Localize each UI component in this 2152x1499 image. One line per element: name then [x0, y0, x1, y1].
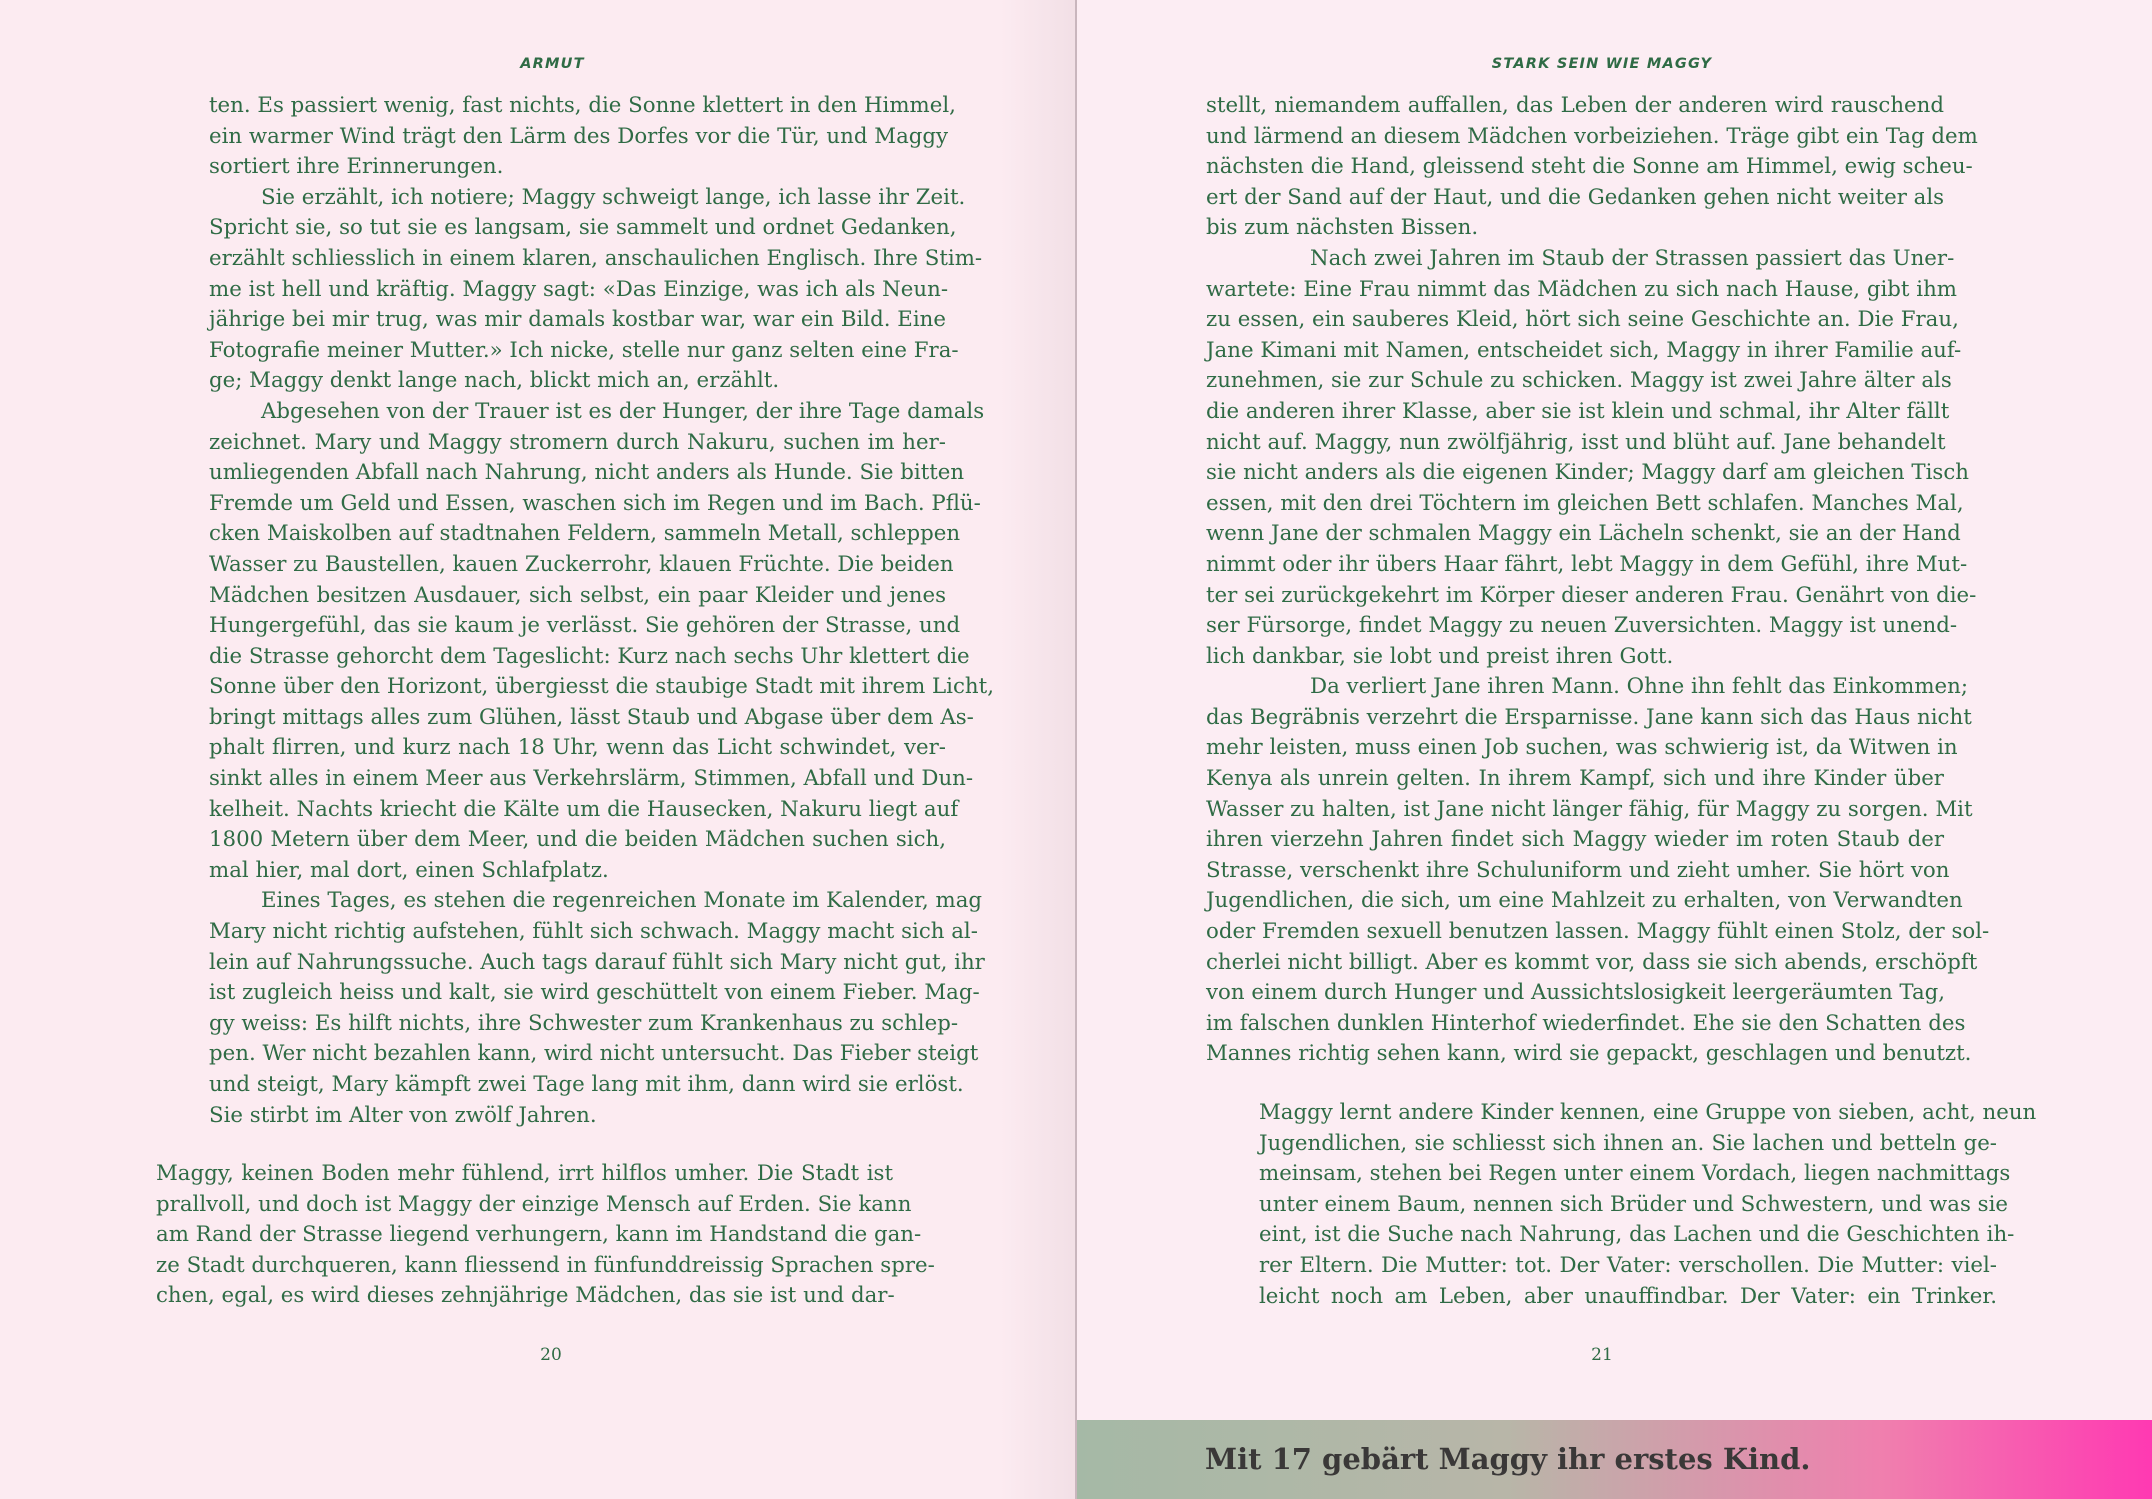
- text-line: die anderen ihrer Klasse, aber sie ist klein und schmal, ihr Alter fällt: [1206, 398, 1950, 424]
- text-line: Wasser zu Baustellen, kauen Zuckerrohr, klauen Früchte. Die beiden: [209, 551, 954, 577]
- banner-caption: Mit 17 gebärt Maggy ihr erstes Kind.: [1205, 1442, 1811, 1476]
- text-line: ge; Maggy denkt lange nach, blickt mich an, erzählt.: [209, 368, 780, 394]
- running-head-left: ARMUT: [520, 56, 585, 72]
- text-line: das Begräbnis verzehrt die Ersparnisse. Jane kann sich das Haus nicht: [1206, 704, 1972, 730]
- left-body-text: [209, 91, 994, 1131]
- text-line: Eines Tages, es stehen die regenreichen Monate im Kalender, mag: [261, 888, 983, 914]
- text-line: lich dankbar, sie lobt und preist ihren Gott.: [1206, 643, 1674, 669]
- text-line: Spricht sie, so tut sie es langsam, sie sammelt und ordnet Gedanken,: [209, 215, 957, 241]
- text-line: eint, ist die Suche nach Nahrung, das Lachen und die Geschichten ih-: [1259, 1222, 2015, 1248]
- text-line: cken Maiskolben auf stadtnahen Feldern, sammeln Metall, schleppen: [209, 521, 961, 547]
- text-line: Mädchen besitzen Ausdauer, sich selbst, ein paar Kleider und jenes: [209, 582, 946, 608]
- text-line: jährige bei mir trug, was mir damals kostbar war, war ein Bild. Eine: [209, 307, 946, 333]
- text-line: Wasser zu halten, ist Jane nicht länger fähig, für Maggy zu sorgen. Mit: [1206, 796, 1973, 822]
- text-line: von einem durch Hunger und Aussichtslosigkeit leergeräumten Tag,: [1206, 980, 1946, 1006]
- text-line: zeichnet. Mary und Maggy stromern durch Nakuru, suchen im her-: [209, 429, 946, 455]
- text-line: ein warmer Wind trägt den Lärm des Dorfes vor die Tür, und Maggy: [209, 123, 949, 149]
- text-line: cherlei nicht billigt. Aber es kommt vor, dass sie sich abends, erschöpft: [1206, 949, 1978, 975]
- text-line: und lärmend an diesem Mädchen vorbeiziehen. Träge gibt ein Tag dem: [1206, 123, 1978, 149]
- text-line: sinkt alles in einem Meer aus Verkehrslärm, Stimmen, Abfall und Dun-: [209, 766, 974, 792]
- text-line: leicht noch am Leben, aber unauffindbar. Der Vater: ein Trinker.: [1259, 1283, 1997, 1309]
- text-line: pen. Wer nicht bezahlen kann, wird nicht untersucht. Das Fieber steigt: [209, 1041, 979, 1067]
- text-line: Mary nicht richtig aufstehen, fühlt sich schwach. Maggy macht sich al-: [209, 919, 978, 945]
- text-line: sortiert ihre Erinnerungen.: [209, 154, 504, 180]
- text-line: Sie stirbt im Alter von zwölf Jahren.: [209, 1102, 597, 1128]
- text-line: sie nicht anders als die eigenen Kinder; Maggy darf am gleichen Tisch: [1206, 460, 1969, 486]
- page-number-left: 20: [540, 1345, 562, 1365]
- text-line: wenn Jane der schmalen Maggy ein Lächeln schenkt, sie an der Hand: [1206, 521, 1961, 547]
- text-line: Maggy, keinen Boden mehr fühlend, irrt hilflos umher. Die Stadt ist: [156, 1161, 893, 1186]
- text-line: lein auf Nahrungssuche. Auch tags darauf fühlt sich Mary nicht gut, ihr: [209, 949, 985, 975]
- text-line: ihren vierzehn Jahren findet sich Maggy wieder im roten Staub der: [1206, 827, 1944, 853]
- text-line: nächsten die Hand, gleissend steht die Sonne am Himmel, ewig scheu-: [1206, 154, 1973, 180]
- text-line: zunehmen, sie zur Schule zu schicken. Maggy ist zwei Jahre älter als: [1206, 368, 1952, 394]
- gutter-shadow-left: [1000, 0, 1075, 1499]
- text-line: Kenya als unrein gelten. In ihrem Kampf, sich und ihre Kinder über: [1206, 766, 1944, 792]
- text-line: die Strasse gehorcht dem Tageslicht: Kurz nach sechs Uhr klettert die: [209, 643, 970, 669]
- text-line: nimmt oder ihr übers Haar fährt, lebt Maggy in dem Gefühl, ihre Mut-: [1206, 551, 1968, 577]
- highlight-banner: [1077, 1420, 2152, 1499]
- text-line: Jugendlichen, sie schliesst sich ihnen an. Sie lachen und betteln ge-: [1259, 1130, 1997, 1156]
- text-line: ten. Es passiert wenig, fast nichts, die Sonne klettert in den Himmel,: [209, 93, 956, 118]
- running-head-right: STARK SEIN WIE MAGGY: [1491, 56, 1713, 72]
- text-line: rer Eltern. Die Mutter: tot. Der Vater: verschollen. Die Mutter: viel-: [1259, 1252, 1997, 1278]
- text-line: stellt, niemandem auffallen, das Leben der anderen wird rauschend: [1206, 93, 1944, 118]
- text-line: Fotografie meiner Mutter.» Ich nicke, stelle nur ganz selten eine Fra-: [209, 337, 959, 363]
- text-line: mal hier, mal dort, einen Schlafplatz.: [209, 857, 609, 883]
- text-line: kelheit. Nachts kriecht die Kälte um die Hausecken, Nakuru liegt auf: [209, 796, 959, 822]
- text-line: mehr leisten, muss einen Job suchen, was schwierig ist, da Witwen in: [1206, 735, 1958, 761]
- text-line: unter einem Baum, nennen sich Brüder und Schwestern, und was sie: [1259, 1191, 2008, 1217]
- text-line: und steigt, Mary kämpft zwei Tage lang mit ihm, dann wird sie erlöst.: [209, 1072, 964, 1097]
- text-line: im falschen dunklen Hinterhof wiederfindet. Ehe sie den Schatten des: [1206, 1010, 1966, 1036]
- text-line: gy weiss: Es hilft nichts, ihre Schwester zum Krankenhaus zu schlep-: [209, 1010, 959, 1036]
- text-line: ser Fürsorge, findet Maggy zu neuen Zuversichten. Maggy ist unend-: [1206, 613, 1958, 639]
- text-line: am Rand der Strasse liegend verhungern, kann im Handstand die gan-: [156, 1222, 922, 1248]
- text-line: Fremde um Geld und Essen, waschen sich im Regen und im Bach. Pflü-: [209, 490, 981, 516]
- text-line: Nach zwei Jahren im Staub der Strassen passiert das Uner-: [1310, 245, 1955, 271]
- text-line: Jane Kimani mit Namen, entscheidet sich, Maggy in ihrer Familie auf-: [1206, 337, 1962, 363]
- text-line: 1800 Metern über dem Meer, und die beiden Mädchen suchen sich,: [209, 827, 946, 853]
- text-line: meinsam, stehen bei Regen unter einem Vordach, liegen nachmittags: [1259, 1161, 2011, 1187]
- text-line: chen, egal, es wird dieses zehnjährige Mädchen, das sie ist und dar-: [156, 1283, 895, 1309]
- text-line: Sonne über den Horizont, übergiesst die staubige Stadt mit ihrem Licht,: [209, 674, 994, 700]
- text-line: ist zugleich heiss und kalt, sie wird geschüttelt von einem Fieber. Mag-: [209, 980, 980, 1006]
- text-line: ert der Sand auf der Haut, und die Gedanken gehen nicht weiter als: [1206, 184, 1945, 210]
- text-line: umliegenden Abfall nach Nahrung, nicht anders als Hunde. Sie bitten: [209, 460, 965, 486]
- left-body-text-continued: [156, 1159, 935, 1312]
- text-line: ze Stadt durchqueren, kann fliessend in fünfunddreissig Sprachen spre-: [156, 1252, 935, 1278]
- text-line: Mannes richtig sehen kann, wird sie gepackt, geschlagen und benutzt.: [1206, 1041, 1972, 1067]
- text-line: essen, mit den drei Töchtern im gleichen Bett schlafen. Manches Mal,: [1206, 490, 1964, 516]
- text-line: zu essen, ein sauberes Kleid, hört sich seine Geschichte an. Die Frau,: [1206, 307, 1959, 333]
- page-number-right: 21: [1591, 1345, 1613, 1365]
- text-line: nicht auf. Maggy, nun zwölfjährig, isst und blüht auf. Jane behandelt: [1206, 429, 1946, 455]
- text-line: erzählt schliesslich in einem klaren, anschaulichen Englisch. Ihre Stim-: [209, 245, 983, 271]
- text-line: Sie erzählt, ich notiere; Maggy schweigt lange, ich lasse ihr Zeit.: [261, 184, 966, 210]
- text-line: bringt mittags alles zum Glühen, lässt Staub und Abgase über dem As-: [209, 704, 974, 730]
- text-line: Jugendlichen, die sich, um eine Mahlzeit zu erhalten, von Verwandten: [1206, 888, 1963, 914]
- right-body-text: [1206, 91, 1990, 1070]
- text-line: bis zum nächsten Bissen.: [1206, 215, 1479, 241]
- text-line: wartete: Eine Frau nimmt das Mädchen zu sich nach Hause, gibt ihm: [1206, 276, 1957, 302]
- text-line: ter sei zurückgekehrt im Körper dieser anderen Frau. Genährt von die-: [1206, 582, 1977, 608]
- text-line: prallvoll, und doch ist Maggy der einzige Mensch auf Erden. Sie kann: [156, 1191, 912, 1217]
- text-line: me ist hell und kräftig. Maggy sagt: «Das Einzige, was ich als Neun-: [209, 276, 949, 302]
- text-line: Maggy lernt andere Kinder kennen, eine Gruppe von sieben, acht, neun: [1259, 1100, 2037, 1125]
- text-line: Abgesehen von der Trauer ist es der Hunger, der ihre Tage damals: [261, 398, 985, 424]
- text-line: Hungergefühl, das sie kaum je verlässt. Sie gehören der Strasse, und: [209, 613, 961, 639]
- text-line: phalt flirren, und kurz nach 18 Uhr, wenn das Licht schwindet, ver-: [209, 735, 946, 761]
- text-line: Da verliert Jane ihren Mann. Ohne ihn fehlt das Einkommen;: [1310, 674, 1969, 700]
- text-line: Strasse, verschenkt ihre Schuluniform und zieht umher. Sie hört von: [1206, 857, 1950, 883]
- text-line: oder Fremden sexuell benutzen lassen. Maggy fühlt einen Stolz, der sol-: [1206, 919, 1990, 945]
- right-body-text-continued: [1259, 1098, 2037, 1312]
